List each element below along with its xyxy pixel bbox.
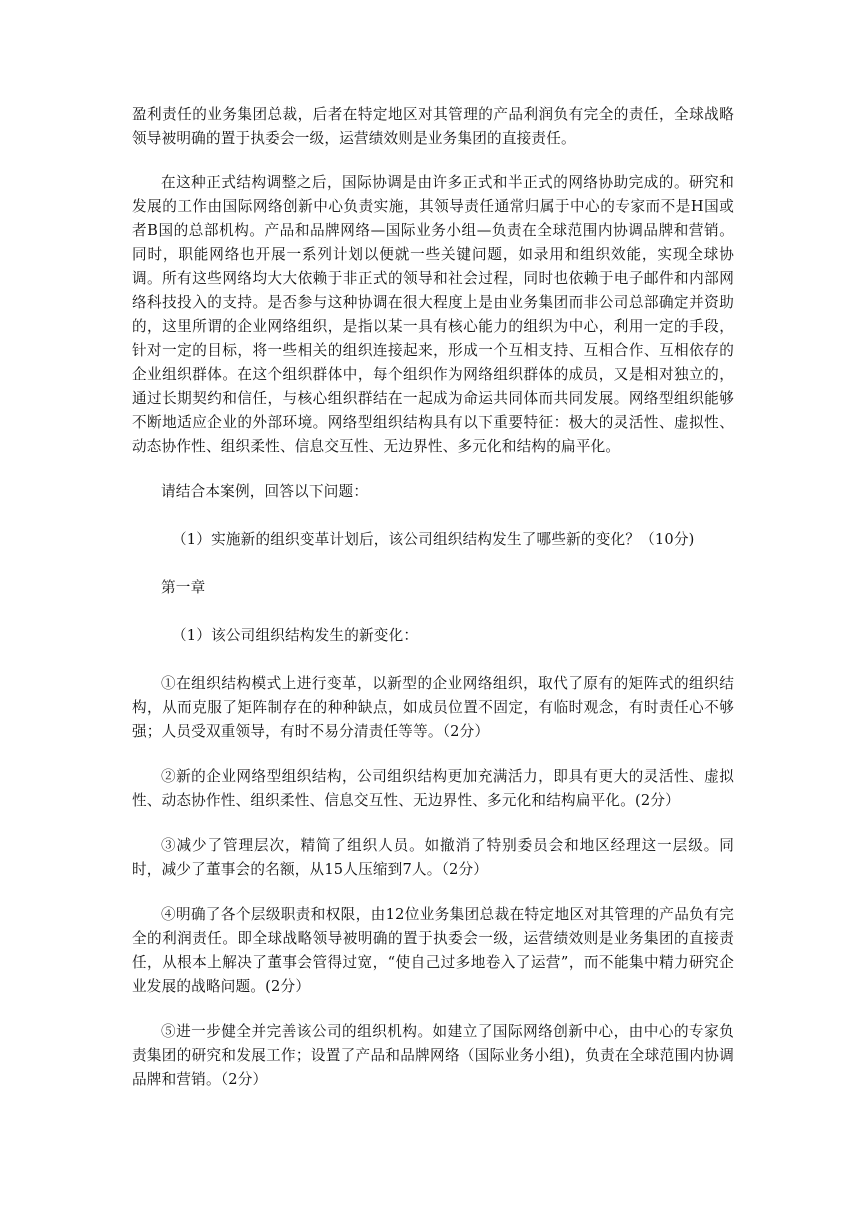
answer-point-3: ③减少了管理层次，精简了组织人员。如撤消了特别委员会和地区经理这一层级。同时，减少了董事会的名额，从15人压缩到7人。（2分） <box>132 837 734 878</box>
paragraph-network-coordination: 在这种正式结构调整之后，国际协调是由许多正式和半正式的网络协助完成的。研究和发展的工作由国际网络创新中心负责实施，其领导责任通常归属于中心的专家而不是H国或者B国的总部机构。产品和品牌网络—国际业务小组—负责在全球范围内协调品牌和营销。同时，职能网络也开展一系列计划以便就一些关键问题，如录用和组织效能，实现全球协调。所有这些网络均大大依赖于非正式的领导和社会过程，同时也依赖于电子邮件和内部网络科技投入的支持。是否参与这种协调在很大程度上是由业务集团而非公司总部确定并资助的，这里所谓的企业网络组织，是指以某一具有核心能力的组织为中心，利用一定的手段，针对一定的目标，将一些相关的组织连接起来，形成一个互相支持、互相合作、互相依存的企业组织群体。在这个组织群体中，每个组织作为网络组织群体的成员，又是相对独立的，通过长期契约和信任，与核心组织群结在一起成为命运共同体而共同发展。网络型组织能够不断地适应企业的外部环境。网络型组织结构具有以下重要特征：极大的灵活性、虚拟性、动态协作性、组织柔性、信息交互性、无边界性、多元化和结构的扁平化。 <box>132 174 734 455</box>
question-1: （1）实施新的组织变革计划后，该公司组织结构发生了哪些新的变化？（10分) <box>172 531 695 548</box>
answer-point-1: ①在组织结构模式上进行变革，以新型的企业网络组织，取代了原有的矩阵式的组织结构，从而克服了矩阵制存在的种种缺点，如成员位置不固定，有临时观念，有时责任心不够强；人员受双重领导，有时不易分清责任等等。（2分） <box>132 675 734 740</box>
question-prompt: 请结合本案例，回答以下问题： <box>161 483 369 500</box>
document-body <box>132 103 734 1113</box>
paragraph-continuation: 盈利责任的业务集团总裁，后者在特定地区对其管理的产品利润负有完全的责任，全球战略领导被明确的置于执委会一级，运营绩效则是业务集团的直接责任。 <box>132 106 734 147</box>
answer-point-2: ②新的企业网络型组织结构，公司组织结构更加充满活力，即具有更大的灵活性、虚拟性、动态协作性、组织柔性、信息交互性、无边界性、多元化和结构扁平化。(2分） <box>132 768 734 809</box>
answer-heading: （1）该公司组织结构发生的新变化： <box>172 627 419 644</box>
chapter-heading: 第一章 <box>161 579 206 596</box>
answer-point-5: ⑤进一步健全并完善该公司的组织机构。如建立了国际网络创新中心，由中心的专家负责集团的研究和发展工作；设置了产品和品牌网络（国际业务小组)，负责在全球范围内协调品牌和营销。（2分） <box>132 1023 734 1088</box>
answer-point-4: ④明确了各个层级职责和权限，由12位业务集团总裁在特定地区对其管理的产品负有完全的利润责任。即全球战略领导被明确的置于执委会一级，运营绩效则是业务集团的直接责任，从根本上解决了董事会管得过宽，“使自己过多地卷入了运营”，而不能集中精力研究企业发展的战略问题。(2分） <box>132 906 734 995</box>
